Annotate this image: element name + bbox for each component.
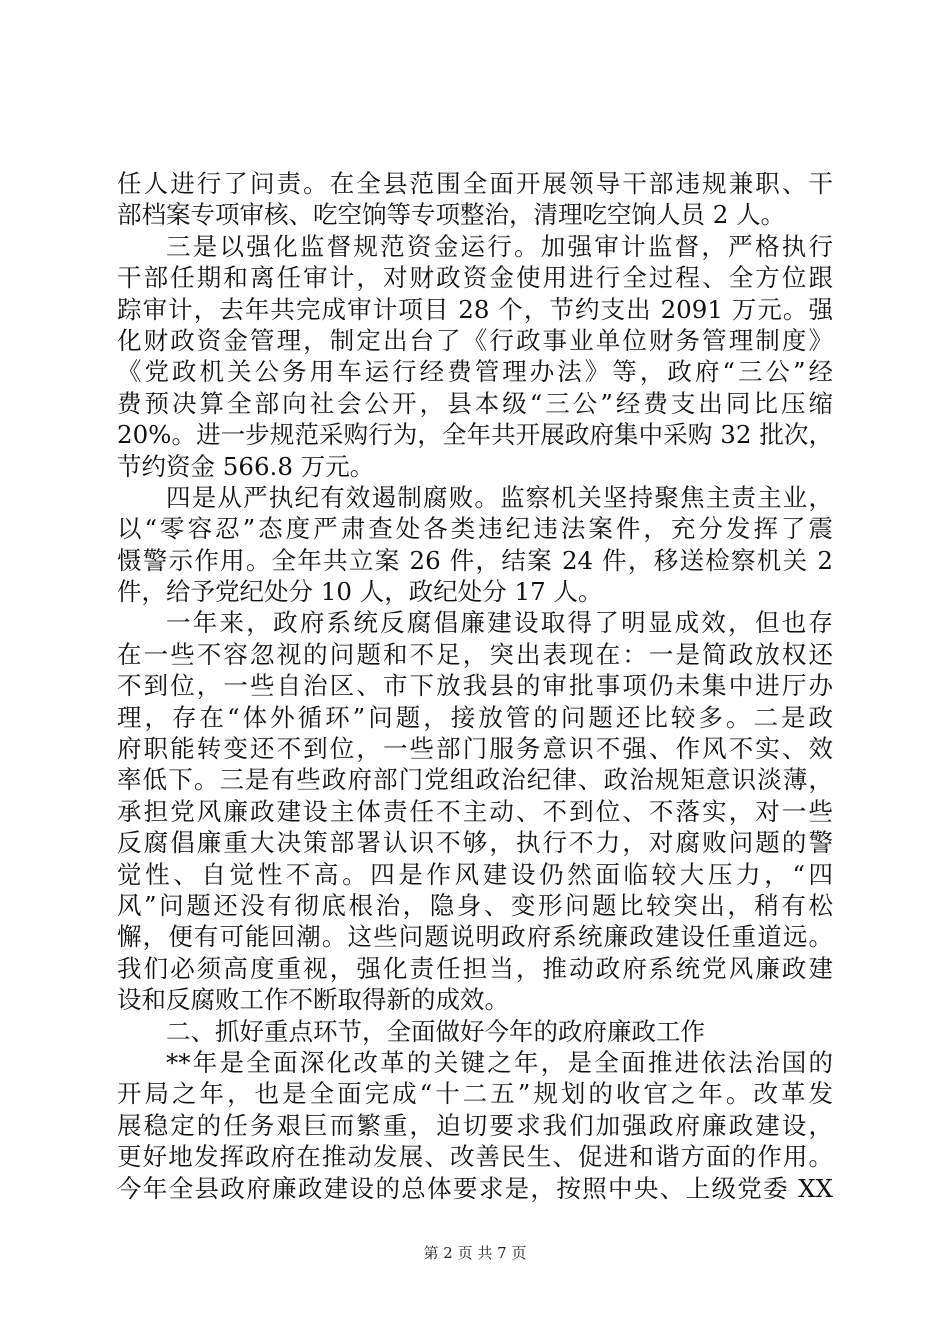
paragraph-line: 件，给予党纪处分 10 人，政纪处分 17 人。 — [117, 577, 603, 607]
paragraph-line: 以“零容忍”态度严肃查处各类违纪违法案件，充分发挥了震 — [117, 514, 833, 544]
paragraph-line: 承担党风廉政建设主体责任不主动、不到位、不落实，对一些 — [117, 796, 833, 826]
paragraph-line: 不到位，一些自治区、市下放我县的审批事项仍未集中进厅办 — [117, 671, 833, 701]
paragraph-line: 任人进行了问责。在全县范围全面开展领导干部违规兼职、干 — [117, 169, 833, 198]
paragraph-line: 今年全县政府廉政建设的总体要求是，按照中央、上级党委 XX — [117, 1173, 833, 1203]
paragraph-line: 我们必须高度重视，强化责任担当，推动政府系统党风廉政建 — [117, 953, 833, 983]
paragraph-line: 慑警示作用。全年共立案 26 件，结案 24 件，移送检察机关 2 — [117, 545, 833, 575]
paragraph-line: 四是从严执纪有效遏制腐败。监察机关坚持聚焦主责主业， — [166, 482, 833, 512]
paragraph-line: 化财政资金管理，制定出台了《行政事业单位财务管理制度》 — [117, 325, 833, 355]
paragraph-line: 三是以强化监督规范资金运行。加强审计监督，严格执行 — [166, 231, 833, 261]
paragraph-line: 费预决算全部向社会公开，县本级“三公”经费支出同比压缩 — [117, 388, 833, 418]
paragraph-line: 懈，便有可能回潮。这些问题说明政府系统廉政建设任重道远。 — [117, 922, 833, 952]
paragraph-line: 在一些不容忽视的问题和不足，突出表现在：一是简政放权还 — [117, 639, 833, 669]
paragraph-line: 节约资金 566.8 万元。 — [117, 451, 375, 481]
paragraph-line: 府职能转变还不到位，一些部门服务意识不强、作风不实、效 — [117, 734, 833, 764]
paragraph-line: 干部任期和离任审计，对财政资金使用进行全过程、全方位跟 — [117, 263, 833, 293]
paragraph-line: 踪审计，去年共完成审计项目 28 个，节约支出 2091 万元。强 — [117, 294, 833, 324]
paragraph-line: 风”问题还没有彻底根治，隐身、变形问题比较突出，稍有松 — [117, 890, 833, 920]
paragraph-line: 理，存在“体外循环”问题，接放管的问题还比较多。二是政 — [117, 702, 833, 732]
paragraph-line: 设和反腐败工作不断取得新的成效。 — [117, 985, 509, 1015]
paragraph-line: 一年来，政府系统反腐倡廉建设取得了明显成效，但也存 — [166, 608, 833, 638]
paragraph-line: **年是全面深化改革的关键之年，是全面推进依法治国的 — [166, 1047, 833, 1077]
paragraph-line: 觉性、自觉性不高。四是作风建设仍然面临较大压力，“四 — [117, 859, 833, 889]
paragraph-line: 更好地发挥政府在推动发展、改善民生、促进和谐方面的作用。 — [117, 1142, 833, 1172]
paragraph-line: 部档案专项审核、吃空饷等专项整治，清理吃空饷人员 2 人。 — [117, 200, 786, 230]
paragraph-line: 反腐倡廉重大决策部署认识不够，执行不力，对腐败问题的警 — [117, 828, 833, 858]
paragraph-line: 20%。进一步规范采购行为，全年共开展政府集中采购 32 批次， — [117, 420, 833, 450]
paragraph-line: 二、抓好重点环节，全面做好今年的政府廉政工作 — [166, 1016, 705, 1046]
paragraph-line: 开局之年，也是全面完成“十二五”规划的收官之年。改革发 — [117, 1079, 833, 1109]
page-footer: 第 2 页 共 7 页 — [423, 1244, 527, 1262]
body-text — [117, 168, 833, 1204]
paragraph-line: 率低下。三是有些政府部门党组政治纪律、政治规矩意识淡薄， — [117, 765, 833, 795]
paragraph-line: 展稳定的任务艰巨而繁重，迫切要求我们加强政府廉政建设， — [117, 1110, 833, 1140]
paragraph-line: 《党政机关公务用车运行经费管理办法》等，政府“三公”经 — [117, 357, 833, 387]
